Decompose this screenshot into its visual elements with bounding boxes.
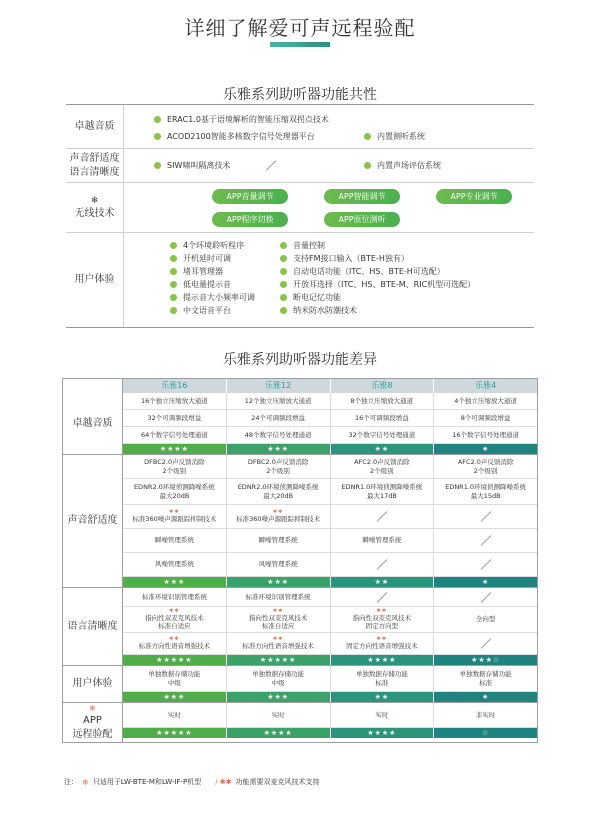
- bullet-dot-icon: [170, 294, 177, 301]
- feature-item: 音量控制: [280, 239, 526, 252]
- table-cell: 8个可调频段增益: [460, 413, 511, 422]
- star-rating: ★★★★: [331, 728, 435, 738]
- table-cell: 4个独立压缩放大通道: [454, 396, 517, 405]
- table-cell: AFC2.0声反馈消除 2个级别: [331, 455, 435, 478]
- table-cell: 全向型: [475, 615, 496, 624]
- table-cell: 风噪管理系统: [227, 553, 331, 576]
- feature-item: SIW啸叫隔离技术: [154, 160, 264, 171]
- table-cell: 非实时: [475, 710, 496, 719]
- table-cell: 单独数据存储功能 中级: [123, 666, 227, 691]
- feature-item: 自动电话功能（ITC、HS、BTE-H可选配）: [280, 265, 526, 278]
- not-applicable-cell: [434, 633, 537, 654]
- group-clarity: [63, 587, 537, 665]
- star-rating: ★★★: [227, 692, 331, 702]
- table-row: [123, 393, 537, 410]
- bullet-dot-icon: [280, 294, 287, 301]
- bullet-dot-icon: [280, 268, 287, 275]
- table-cell: DFBC2.0声反馈消除 2个级别: [227, 455, 331, 478]
- row-label-sound-quality: 卓越音质: [66, 105, 124, 148]
- footnote-text: 只适用于LW-BTE-M和LW-IF-P机型: [92, 778, 202, 786]
- table-cell: 48个数字信号处理通道: [227, 427, 331, 443]
- bullet-dot-icon: [154, 133, 161, 140]
- not-applicable-cell: [434, 529, 537, 552]
- row-label-wireless: ❄ 无线技术: [66, 183, 124, 232]
- rating-stars-row: [123, 728, 537, 738]
- not-applicable-cell: [434, 505, 537, 528]
- bullet-dot-icon: [280, 281, 287, 288]
- model-header: 乐雅12: [227, 379, 331, 393]
- feature-item: 内置测听系统: [364, 131, 425, 142]
- bullet-dot-icon: [364, 133, 371, 140]
- bullet-dot-icon: [170, 242, 177, 249]
- table-cell: ✱✱ 标准方向性语音增强技术: [227, 633, 331, 654]
- table-row: [123, 607, 537, 633]
- bullet-dot-icon: [170, 307, 177, 314]
- star-rating: ★★★★: [123, 444, 227, 454]
- dual-mic-mark-icon: / ✱✱: [215, 778, 232, 786]
- common-features-table: [66, 104, 534, 328]
- table-cell: 单独数据存储功能 标准: [459, 670, 512, 687]
- feature-item: 堵耳管理器: [170, 265, 280, 278]
- row-label-comfort: 声音舒适度 语言清晰度: [66, 149, 124, 182]
- star-rating: ★★★☆: [434, 655, 537, 665]
- table-cell: 瞬噪管理系统: [227, 529, 331, 552]
- star-rating: ★★★★: [331, 655, 435, 665]
- table-cell: 瞬噪管理系统: [123, 529, 227, 552]
- bullet-dot-icon: [280, 242, 287, 249]
- snowflake-icon: ❄: [82, 777, 89, 787]
- bullet-dot-icon: [170, 255, 177, 262]
- rating-stars-row: [123, 655, 537, 665]
- not-applicable-slash: [264, 165, 354, 166]
- table-cell: 实时: [123, 703, 227, 727]
- table-cell: DFBC2.0声反馈消除 2个级别: [123, 455, 227, 478]
- star-rating: ★: [434, 444, 537, 454]
- table-row: [123, 427, 537, 444]
- star-rating: ★★: [331, 577, 435, 587]
- bullet-dot-icon: [280, 307, 287, 314]
- table-cell: ✱✱ 标准360噪声源跟踪抑制技术: [227, 505, 331, 528]
- feature-item: 内置声场评估系统: [364, 160, 441, 171]
- bullet-dot-icon: [154, 162, 161, 169]
- table-row: [123, 455, 537, 479]
- row-comfort: [66, 149, 534, 183]
- dual-mic-mark-icon: ✱✱: [272, 607, 284, 614]
- not-applicable-cell: [434, 553, 537, 576]
- group-app-remote-fitting: [63, 702, 537, 742]
- rating-stars-row: [123, 692, 537, 702]
- table-cell: 实时: [227, 703, 331, 727]
- group-label-user-experience: 用户体验: [63, 666, 123, 702]
- table-row: [123, 703, 537, 728]
- feature-item: ERAC1.0基于语境解析的智能压缩双拐点技术: [154, 113, 526, 126]
- table-cell: EDNR1.0环境侦测降噪系统 最大17dB: [331, 479, 435, 504]
- group-sound-quality: [63, 393, 537, 454]
- section1-title: 乐雅系列助听器功能共性: [223, 87, 377, 103]
- feature-item: 纳米防水防潮技术: [280, 304, 526, 317]
- group-comfort: [63, 454, 537, 587]
- table-cell: ✱✱ 固定方向性语音增强技术: [331, 633, 435, 654]
- table-row: [123, 410, 537, 427]
- dual-mic-mark-icon: ✱✱: [376, 607, 388, 614]
- table-cell: 瞬噪管理系统: [331, 529, 435, 552]
- table-cell: 32个数字信号处理通道: [331, 427, 435, 443]
- dual-mic-mark-icon: ✱✱: [169, 635, 180, 642]
- table-cell: ✱✱ 指向性双麦克风技术 固定方向型: [331, 607, 435, 632]
- feature-item: 提示音大小频率可调: [170, 291, 280, 304]
- footnote-text: 功能需要双麦克风技术支持: [235, 778, 320, 786]
- feature-item: 低电量提示音: [170, 278, 280, 291]
- table-row: [123, 588, 537, 607]
- bullet-dot-icon: [170, 268, 177, 275]
- table-cell: 8个独立压缩放大通道: [331, 393, 435, 409]
- table-cell: 标准环境识别管理系统: [227, 588, 331, 606]
- snowflake-icon: ❄: [89, 704, 96, 713]
- star-rating: ★★★: [227, 444, 331, 454]
- table-cell: ✱✱ 标准360噪声源跟踪抑制技术: [123, 505, 227, 528]
- table-cell: 16个可调频段增益: [331, 410, 435, 426]
- table-cell: 32个可调频段增益: [123, 410, 227, 426]
- star-rating: ★: [434, 577, 537, 587]
- app-feature-pill: APP音量调节: [212, 189, 288, 204]
- table-row: [123, 505, 537, 529]
- footnote: [64, 777, 320, 787]
- group-label-app-remote-fitting: ❄ APP 远程验配: [63, 703, 123, 742]
- table-row: [123, 633, 537, 655]
- star-rating: ★★★★★: [123, 728, 227, 738]
- group-label-comfort: 声音舒适度: [63, 455, 123, 587]
- table-cell: 标准环境识别管理系统: [123, 588, 227, 606]
- bullet-dot-icon: [280, 255, 287, 262]
- group-label-sound-quality: 卓越音质: [63, 393, 123, 454]
- model-header: 乐雅16: [123, 379, 227, 393]
- model-header-row: [63, 379, 537, 393]
- rating-stars-row: [123, 577, 537, 587]
- row-sound-quality: [66, 105, 534, 149]
- table-cell: 16个独立压缩放大通道: [123, 393, 227, 409]
- table-cell: AFC2.0声反馈消除 2个级别: [457, 458, 514, 475]
- group-user-experience: [63, 665, 537, 702]
- star-rating: ★★★: [227, 577, 331, 587]
- table-cell: ✱✱ 指向性双麦克风技术 标准自适应: [227, 607, 331, 632]
- star-rating: ★★★: [123, 577, 227, 587]
- footnote-prefix: 注：: [64, 778, 78, 786]
- star-rating: ★★★★: [227, 728, 331, 738]
- table-cell: 风噪管理系统: [123, 553, 227, 576]
- table-cell: ✱✱ 指向性双麦克风技术 标准自适应: [123, 607, 227, 632]
- table-row: [123, 529, 537, 553]
- app-feature-pill: APP程序切换: [212, 212, 288, 227]
- table-cell: 12个独立压缩放大通道: [227, 393, 331, 409]
- table-cell: EDNR2.0环境侦测降噪系统 最大20dB: [123, 479, 227, 504]
- feature-item: ACOD2100智能多核数字信号处理器平台: [154, 131, 354, 142]
- row-label-user-experience: 用户体验: [66, 233, 124, 327]
- table-cell: 单独数据存储功能 标准: [331, 666, 435, 691]
- table-cell: EDNR1.0环境侦测降噪系统 最大15dB: [445, 483, 527, 500]
- table-cell: ✱✱ 标准方向性语音增强技术: [123, 633, 227, 654]
- table-cell: 单独数据存储功能 中级: [227, 666, 331, 691]
- group-label-clarity: 语言清晰度: [63, 588, 123, 665]
- star-rating: ★: [434, 692, 537, 702]
- star-rating: ☆: [434, 728, 537, 738]
- page-title: 详细了解爱可声远程验配: [184, 16, 416, 40]
- star-rating: ★★: [331, 692, 435, 702]
- bullet-dot-icon: [154, 116, 161, 123]
- feature-differences-table: [62, 378, 538, 743]
- table-cell: 16个数字信号处理通道: [452, 430, 520, 439]
- feature-item: 4个环境聆听程序: [170, 239, 280, 252]
- table-cell: 实时: [331, 703, 435, 727]
- feature-item: 中文语音平台: [170, 304, 280, 317]
- app-feature-pill: APP专业调节: [436, 189, 512, 204]
- dual-mic-mark-icon: ✱✱: [272, 635, 284, 642]
- section2-title: 乐雅系列助听器功能差异: [223, 352, 377, 368]
- bullet-dot-icon: [364, 162, 371, 169]
- table-cell: EDNR2.0环境侦测降噪系统 最大20dB: [227, 479, 331, 504]
- rating-stars-row: [123, 444, 537, 454]
- feature-item: 开机延时可调: [170, 252, 280, 265]
- app-feature-pill: APP原位测听: [324, 212, 400, 227]
- star-rating: ★★: [331, 444, 435, 454]
- star-rating: ★★★★★: [227, 655, 331, 665]
- table-row: [123, 553, 537, 577]
- dual-mic-mark-icon: ✱✱: [169, 508, 180, 515]
- snowflake-icon: ❄: [90, 195, 99, 206]
- star-rating: ★★★★★: [123, 655, 227, 665]
- dual-mic-mark-icon: ✱✱: [272, 508, 284, 515]
- table-cell: 24个可调频段增益: [227, 410, 331, 426]
- dual-mic-mark-icon: ✱✱: [169, 607, 180, 614]
- row-user-experience: [66, 233, 534, 327]
- title-underline: [270, 42, 330, 47]
- feature-item: 开放耳选择（ITC、HS、BTE-M、RIC机型可选配）: [280, 278, 526, 291]
- table-cell: 64个数字信号处理通道: [123, 427, 227, 443]
- table-row: [123, 666, 537, 692]
- table-row: [123, 479, 537, 505]
- not-applicable-cell: [331, 553, 435, 576]
- model-header: 乐雅4: [434, 379, 537, 393]
- app-feature-pill: APP智能调节: [324, 189, 400, 204]
- row-wireless: [66, 183, 534, 233]
- bullet-dot-icon: [170, 281, 177, 288]
- not-applicable-cell: [331, 505, 435, 528]
- model-header: 乐雅8: [331, 379, 435, 393]
- not-applicable-cell: [331, 588, 435, 606]
- dual-mic-mark-icon: ✱✱: [376, 635, 388, 642]
- feature-item: 支持FM接口输入（BTE-H独有）: [280, 252, 526, 265]
- not-applicable-cell: [434, 588, 537, 606]
- feature-item: 断电记忆功能: [280, 291, 526, 304]
- star-rating: ★★★: [123, 692, 227, 702]
